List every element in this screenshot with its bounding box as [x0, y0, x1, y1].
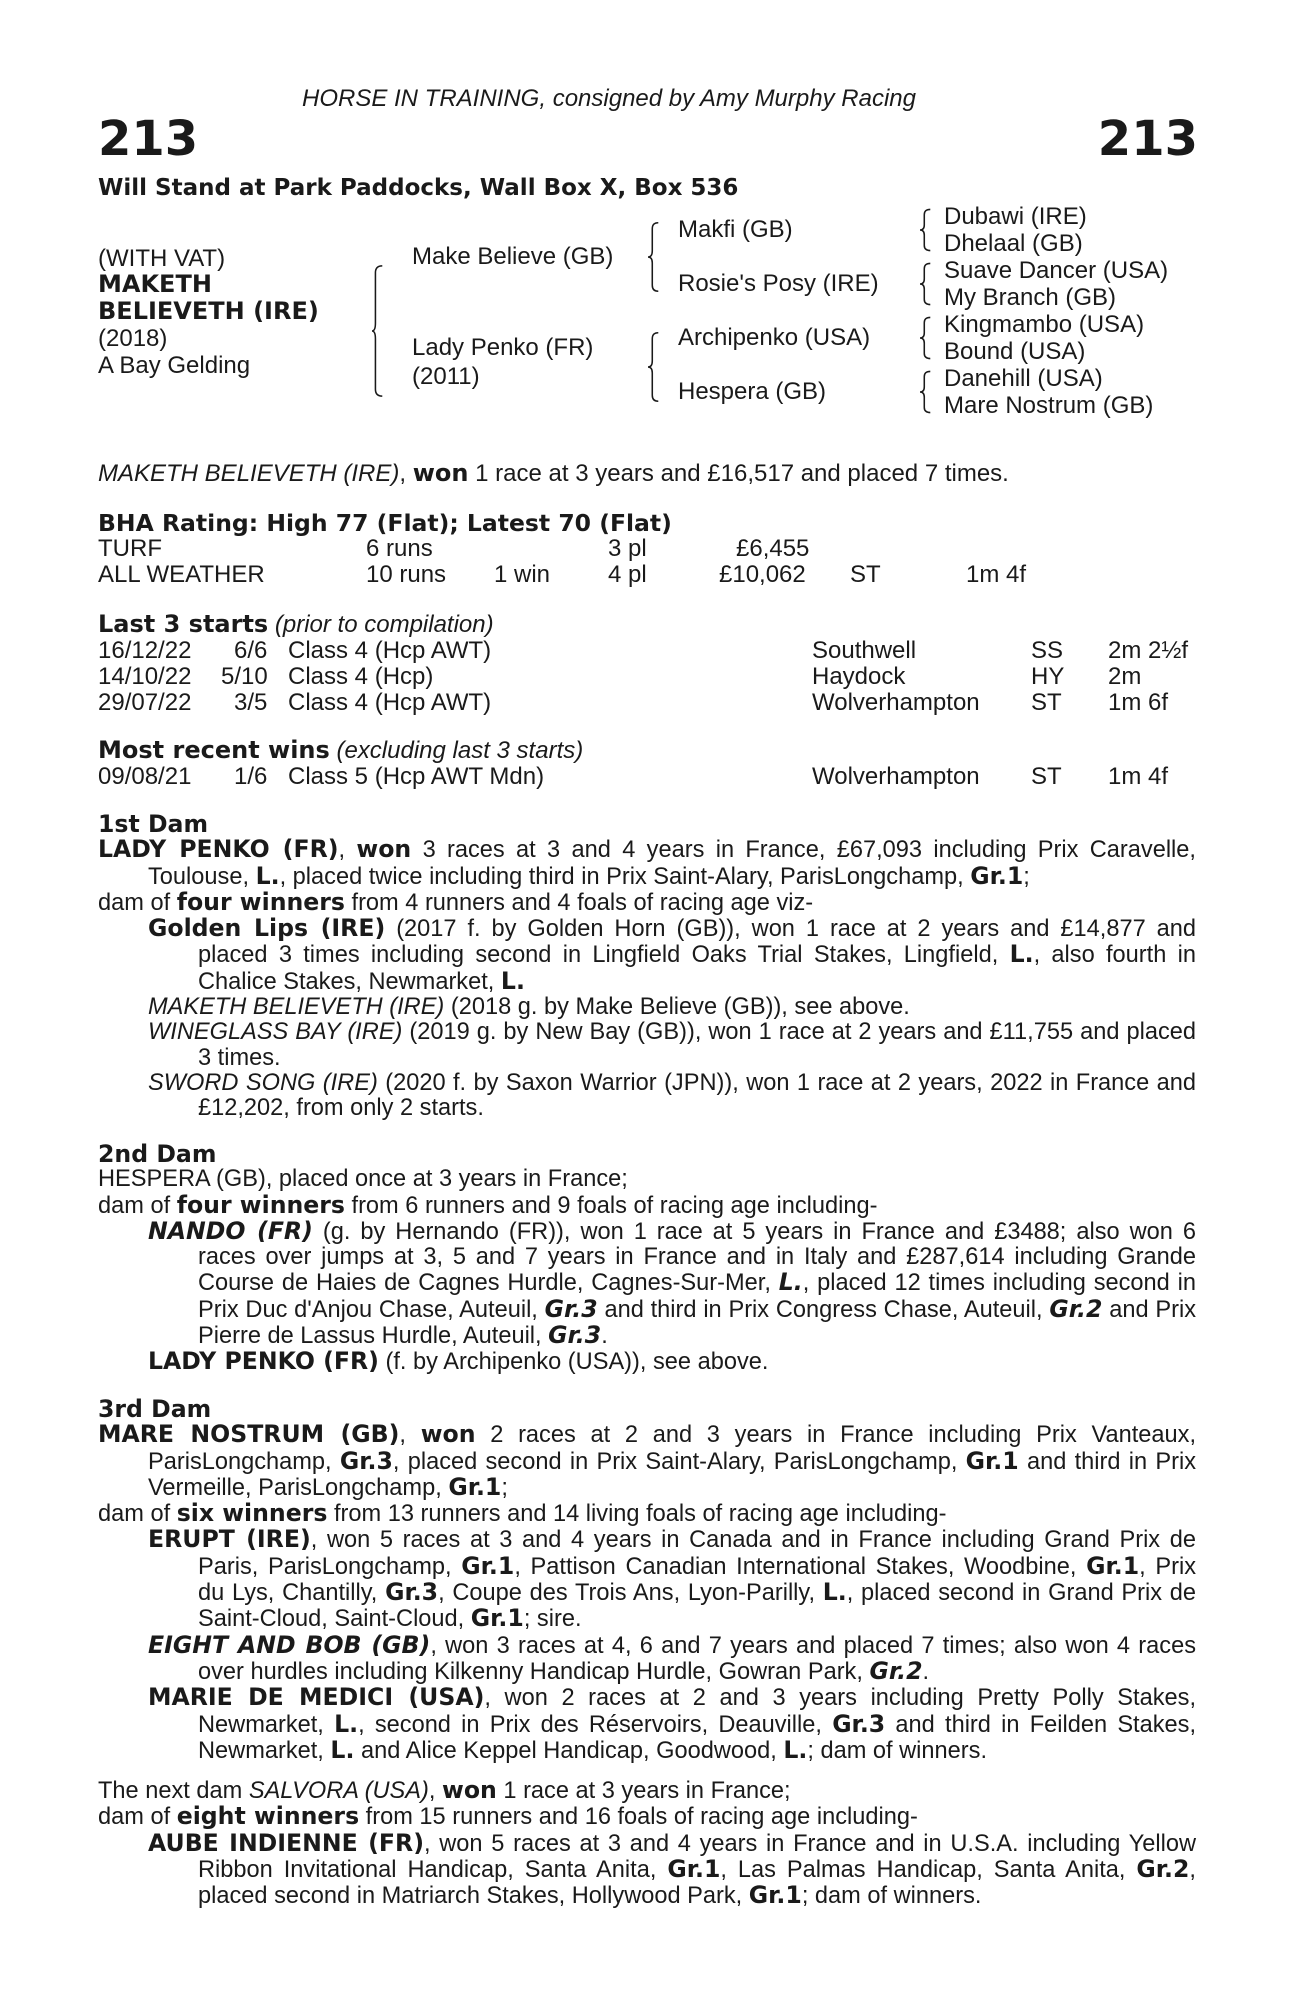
record-text: and third in Prix Vermeille, ParisLongchamp, [148, 1448, 1196, 1501]
group-mark: Gr.1 [965, 1446, 1019, 1475]
second-dam-record: HESPERA (GB), placed once at 3 years in France; [98, 1166, 628, 1193]
gen3-ancestor: Danehill (USA) [944, 365, 1103, 392]
progeny-text: ; sire. [523, 1606, 582, 1633]
gen3-ancestor: Mare Nostrum (GB) [944, 392, 1154, 419]
start-race: Class 4 (Hcp AWT) [288, 637, 492, 664]
rating-runs: 10 runs [366, 561, 447, 588]
group-mark: Gr.3 [544, 1294, 598, 1323]
progeny-text: , placed second in Matriarch Stakes, Hollywood Park, [198, 1856, 1196, 1910]
progeny-name: NANDO (FR) [148, 1216, 313, 1245]
recent-wins-note: (excluding last 3 starts) [329, 737, 584, 764]
progeny-entry [98, 1527, 1196, 1632]
third-dam-heading: 3rd Dam [98, 1395, 212, 1423]
dam-of-text: from 15 runners and 16 foals of racing age including- [359, 1804, 918, 1831]
sire-dam: Rosie's Posy (IRE) [678, 270, 879, 297]
gen3-brace-icon [920, 313, 932, 363]
record-text: 3 races at 3 and 4 years in France, £67,093 including Prix Caravelle, Toulouse, [148, 837, 1196, 890]
start-course: Wolverhampton [812, 689, 980, 716]
start-date: 09/08/21 [98, 763, 192, 790]
next-dam-intro: The next dam [98, 1778, 249, 1804]
last3-title: Last 3 starts [98, 610, 269, 638]
progeny-entry [98, 1828, 1197, 1910]
last3-heading [98, 612, 494, 637]
listed-mark: L. [255, 861, 280, 890]
dam-year: (2011) [412, 363, 480, 390]
winners-count: six winners [176, 1499, 328, 1528]
recent-wins-heading [98, 738, 583, 763]
start-position: 5/10 [221, 663, 268, 690]
gen3-brace-icon [920, 205, 932, 255]
dam-of-label: dam of [98, 1501, 177, 1528]
dam-of-line [98, 887, 1196, 916]
progeny-name: Golden Lips (IRE) [148, 914, 386, 943]
group-mark: Gr.1 [448, 1472, 502, 1501]
bha-rating-heading: BHA Rating: High 77 (Flat); Latest 70 (Flat) [98, 509, 672, 537]
dam-of-line [98, 1190, 1196, 1219]
progeny-name: MAKETH BELIEVETH (IRE) [148, 994, 445, 1021]
progeny-text: (2019 g. by New Bay (GB)), won 1 race at 2 years and £11,755 and placed 3 times. [198, 1019, 1196, 1071]
progeny-text: ; dam of winners. [801, 1883, 982, 1910]
vat-note: (WITH VAT) [98, 245, 226, 272]
progeny-text: ; dam of winners. [807, 1737, 987, 1764]
gen3-ancestor: Dhelaal (GB) [944, 230, 1083, 257]
dam-of-line [98, 1501, 1196, 1527]
record-text: ; [1023, 863, 1030, 890]
rating-placed: 4 pl [608, 561, 647, 588]
progeny-text: and Alice Keppel Handicap, Goodwood, [354, 1737, 784, 1764]
progeny-text: (f. by Archipenko (USA)), see above. [378, 1349, 769, 1376]
rating-runs: 6 runs [366, 535, 433, 562]
pedigree-brace-icon [372, 254, 384, 408]
dam-of-text: from 6 runners and 9 foals of racing age including- [344, 1192, 878, 1219]
listed-mark: L. [783, 1735, 808, 1764]
group-mark: Gr.3 [832, 1709, 886, 1738]
progeny-name: EIGHT AND BOB (GB) [148, 1630, 431, 1659]
horse-description: A Bay Gelding [98, 352, 251, 379]
start-going: ST [1031, 689, 1062, 716]
start-course: Southwell [812, 637, 917, 664]
progeny-text: , also fourth in Chalice Stakes, Newmarket, [198, 942, 1196, 995]
progeny-text: , won 5 races at 3 and 4 years in France and in U.S.A. including Yellow Ribbon Invitational Handicap, Santa Anita, [198, 1830, 1197, 1883]
first-dam-section [98, 812, 1196, 1122]
dam-sire: Archipenko (USA) [678, 324, 871, 351]
progeny-name: LADY PENKO (FR) [148, 1347, 379, 1376]
won-label: won [356, 835, 412, 864]
progeny-name: ERUPT (IRE) [148, 1525, 311, 1554]
lot-number-left: 213 [98, 111, 199, 167]
horse-name-line1: MAKETH [98, 270, 212, 298]
progeny-entry [98, 995, 1196, 1020]
consignment-line: HORSE IN TRAINING, consigned by Amy Murphy Racing [302, 85, 916, 112]
gen3-brace-icon [920, 367, 932, 417]
first-dam-record: LADY PENKO (FR), won 3 races at 3 and 4 years in France, £67,093 including Prix Caravelle, Toulouse, L., placed twice including third in Prix Saint-Alary, ParisLongchamp, Gr.1; [98, 835, 1196, 890]
progeny-text: and third in Prix Congress Chase, Auteuil, [597, 1296, 1050, 1323]
third-dam-record: MARE NOSTRUM (GB), won 2 races at 2 and 3 years in France including Prix Vanteaux, ParisLongchamp, Gr.3, placed second in Prix Saint-Alary, ParisLongchamp, Gr.1 and third in Prix Vermeille, ParisLongchamp, Gr.1; [98, 1420, 1197, 1501]
group-mark: Gr.2 [869, 1656, 923, 1685]
progeny-name: AUBE INDIENNE (FR) [148, 1828, 424, 1857]
listed-mark: L. [778, 1268, 803, 1297]
progeny-text: , Coupe des Trois Ans, Lyon-Parilly, [438, 1580, 823, 1607]
progeny-text: (2018 g. by Make Believe (GB)), see above. [444, 994, 910, 1021]
gen3-ancestor: Bound (USA) [944, 338, 1086, 365]
start-going: ST [1031, 763, 1062, 790]
record-text: , [428, 1778, 443, 1804]
group-mark: Gr.1 [667, 1854, 721, 1883]
dam-dam: Hespera (GB) [678, 378, 827, 405]
progeny-text: . [922, 1658, 930, 1685]
summary-horse-name: MAKETH BELIEVETH (IRE) [98, 460, 400, 487]
start-date: 29/07/22 [98, 689, 192, 716]
start-race: Class 4 (Hcp AWT) [288, 689, 492, 716]
progeny-text: (g. by Hernando (FR)), won 1 race at 5 years in France and £3488; also won 6 races over jumps at 3, 5 and 7 years in France and in Italy and £287,614 including Grande Course de Haies de Cagnes Hurdle, Cagnes-Sur-Mer, [198, 1218, 1196, 1297]
start-race: Class 5 (Hcp AWT Mdn) [288, 763, 545, 790]
race-summary: MAKETH BELIEVETH (IRE), won 1 race at 3 years and £16,517 and placed 7 times. [98, 459, 1009, 487]
start-date: 14/10/22 [98, 663, 192, 690]
sire-sire: Makfi (GB) [678, 216, 793, 243]
start-position: 3/5 [234, 689, 268, 716]
progeny-text: , won 5 races at 3 and 4 years in Canada and in France including Grand Prix de Paris, ParisLongchamp, [198, 1527, 1196, 1580]
progeny-text: , won 3 races at 4, 6 and 7 years and placed 7 times; also won 4 races over hurdles including Kilkenny Handicap Hurdle, Gowran Park, [198, 1632, 1196, 1685]
start-race: Class 4 (Hcp) [288, 663, 434, 690]
gen3-ancestor: Kingmambo (USA) [944, 311, 1145, 338]
progeny-text: and Prix Pierre de Lassus Hurdle, Auteuil, [198, 1296, 1196, 1350]
dam-brace-icon [648, 326, 660, 408]
rating-going: ST [850, 561, 881, 588]
progeny-entry [98, 1349, 1196, 1375]
winners-count: four winners [176, 887, 345, 916]
dam-of-label: dam of [98, 889, 177, 916]
winners-count: eight winners [176, 1802, 360, 1831]
progeny-name: SWORD SONG (IRE) [148, 1069, 378, 1096]
progeny-text: , Pattison Canadian International Stakes, Woodbine, [514, 1553, 1087, 1580]
sire-brace-icon [648, 216, 660, 298]
first-dam-heading: 1st Dam [98, 810, 209, 838]
progeny-entry [98, 1020, 1196, 1071]
last3-note: (prior to compilation) [268, 611, 494, 638]
summary-won: won [412, 459, 469, 487]
gen3-ancestor: My Branch (GB) [944, 284, 1117, 311]
horse-name-line2: BELIEVETH (IRE) [98, 297, 319, 325]
sire: Make Believe (GB) [412, 243, 614, 270]
start-position: 1/6 [234, 763, 268, 790]
group-mark: Gr.1 [470, 1604, 524, 1633]
start-distance: 1m 4f [1108, 763, 1169, 790]
group-mark: Gr.3 [339, 1446, 393, 1475]
summary-text: 1 race at 3 years and £16,517 and placed 7 times. [468, 460, 1009, 487]
gen3-ancestor: Suave Dancer (USA) [944, 257, 1169, 284]
group-mark: Gr.1 [1086, 1551, 1140, 1580]
progeny-entry [98, 1071, 1196, 1122]
second-dam-heading: 2nd Dam [98, 1140, 217, 1168]
rating-surface: ALL WEATHER [98, 561, 265, 588]
recent-wins-title: Most recent wins [98, 736, 330, 764]
stand-location: Will Stand at Park Paddocks, Wall Box X, Box 536 [98, 175, 739, 201]
progeny-text: and third in Feilden Stakes, Newmarket, [198, 1711, 1196, 1764]
record-text: , placed twice including third in Prix Saint-Alary, ParisLongchamp, [279, 863, 971, 890]
rating-prize: £6,455 [736, 535, 810, 562]
dam-name: SALVORA (USA) [248, 1778, 429, 1804]
listed-mark: L. [334, 1709, 359, 1738]
progeny-entry [98, 916, 1196, 995]
group-mark: Gr.1 [970, 861, 1024, 890]
group-mark: Gr.3 [385, 1578, 439, 1607]
group-mark: Gr.1 [461, 1551, 515, 1580]
listed-mark: L. [330, 1735, 355, 1764]
rating-placed: 3 pl [608, 535, 647, 562]
gen3-brace-icon [920, 259, 932, 309]
horse-year: (2018) [98, 325, 168, 352]
record-text: 1 race at 3 years in France; [496, 1778, 791, 1804]
dam-name: LADY PENKO (FR) [98, 835, 339, 864]
dam-of-label: dam of [98, 1804, 177, 1831]
progeny-text: , placed second in Grand Prix de Saint-Cloud, Saint-Cloud, [198, 1580, 1197, 1633]
progeny-name: MARIE DE MEDICI (USA) [148, 1683, 485, 1712]
dam-name: MARE NOSTRUM (GB) [98, 1420, 400, 1449]
second-dam-section [98, 1142, 1196, 1376]
rating-wins: 1 win [494, 561, 551, 588]
won-label: won [442, 1776, 497, 1804]
progeny-text: , placed 12 times including second in Prix Duc d'Anjou Chase, Auteuil, [198, 1270, 1196, 1323]
record-text: ; [501, 1474, 508, 1501]
listed-mark: L. [500, 966, 525, 995]
rating-surface: TURF [98, 535, 162, 562]
progeny-entry [98, 1630, 1196, 1686]
gen3-ancestor: Dubawi (IRE) [944, 203, 1087, 230]
progeny-text: . [601, 1323, 608, 1350]
won-label: won [420, 1420, 476, 1449]
start-course: Haydock [812, 663, 906, 690]
start-course: Wolverhampton [812, 763, 980, 790]
progeny-text: (2020 f. by Saxon Warrior (JPN)), won 1 race at 2 years, 2022 in France and £12,202, from only 2 starts. [198, 1069, 1196, 1122]
start-position: 6/6 [234, 637, 268, 664]
dam-of-text: from 13 runners and 14 living foals of racing age including- [327, 1501, 947, 1528]
next-dam-record [98, 1778, 1196, 1804]
start-distance: 2m 2½f [1108, 637, 1189, 664]
progeny-text: (2017 f. by Golden Horn (GB)), won 1 race at 2 years and £14,877 and placed 3 times including second in Lingfield Oaks Trial Stakes, Lingfield, [198, 916, 1196, 969]
record-text: , placed second in Prix Saint-Alary, ParisLongchamp, [392, 1448, 966, 1475]
dam-of-label: dam of [98, 1192, 177, 1219]
progeny-entry [98, 1216, 1196, 1350]
group-mark: Gr.2 [1049, 1294, 1103, 1323]
rating-prize: £10,062 [719, 561, 806, 588]
start-date: 16/12/22 [98, 637, 192, 664]
dam: Lady Penko (FR) [412, 334, 594, 361]
start-going: SS [1031, 637, 1064, 664]
start-distance: 2m [1108, 663, 1142, 690]
record-text: 2 races at 2 and 3 years in France including Prix Vanteaux, ParisLongchamp, [148, 1422, 1197, 1475]
progeny-text: , Prix du Lys, Chantilly, [198, 1553, 1196, 1607]
dam-of-text: from 4 runners and 4 foals of racing age viz- [344, 889, 814, 916]
rating-distance: 1m 4f [966, 561, 1027, 588]
listed-mark: L. [1009, 940, 1034, 969]
group-mark: Gr.2 [1136, 1854, 1190, 1883]
group-mark: Gr.3 [548, 1321, 602, 1350]
next-dam-section [98, 1778, 1196, 1909]
start-distance: 1m 6f [1108, 689, 1169, 716]
group-mark: Gr.1 [748, 1881, 802, 1910]
progeny-text: , second in Prix des Réservoirs, Deauville, [358, 1711, 833, 1738]
progeny-name: WINEGLASS BAY (IRE) [148, 1019, 403, 1046]
progeny-text: , won 2 races at 2 and 3 years including Pretty Polly Stakes, Newmarket, [198, 1685, 1196, 1738]
progeny-entry [98, 1685, 1196, 1764]
listed-mark: L. [822, 1578, 847, 1607]
third-dam-section [98, 1397, 1196, 1764]
dam-of-line [98, 1804, 1196, 1830]
lot-number-right: 213 [1097, 111, 1198, 167]
progeny-text: , Las Palmas Handicap, Santa Anita, [720, 1856, 1137, 1883]
start-going: HY [1031, 663, 1065, 690]
winners-count: four winners [176, 1190, 345, 1219]
